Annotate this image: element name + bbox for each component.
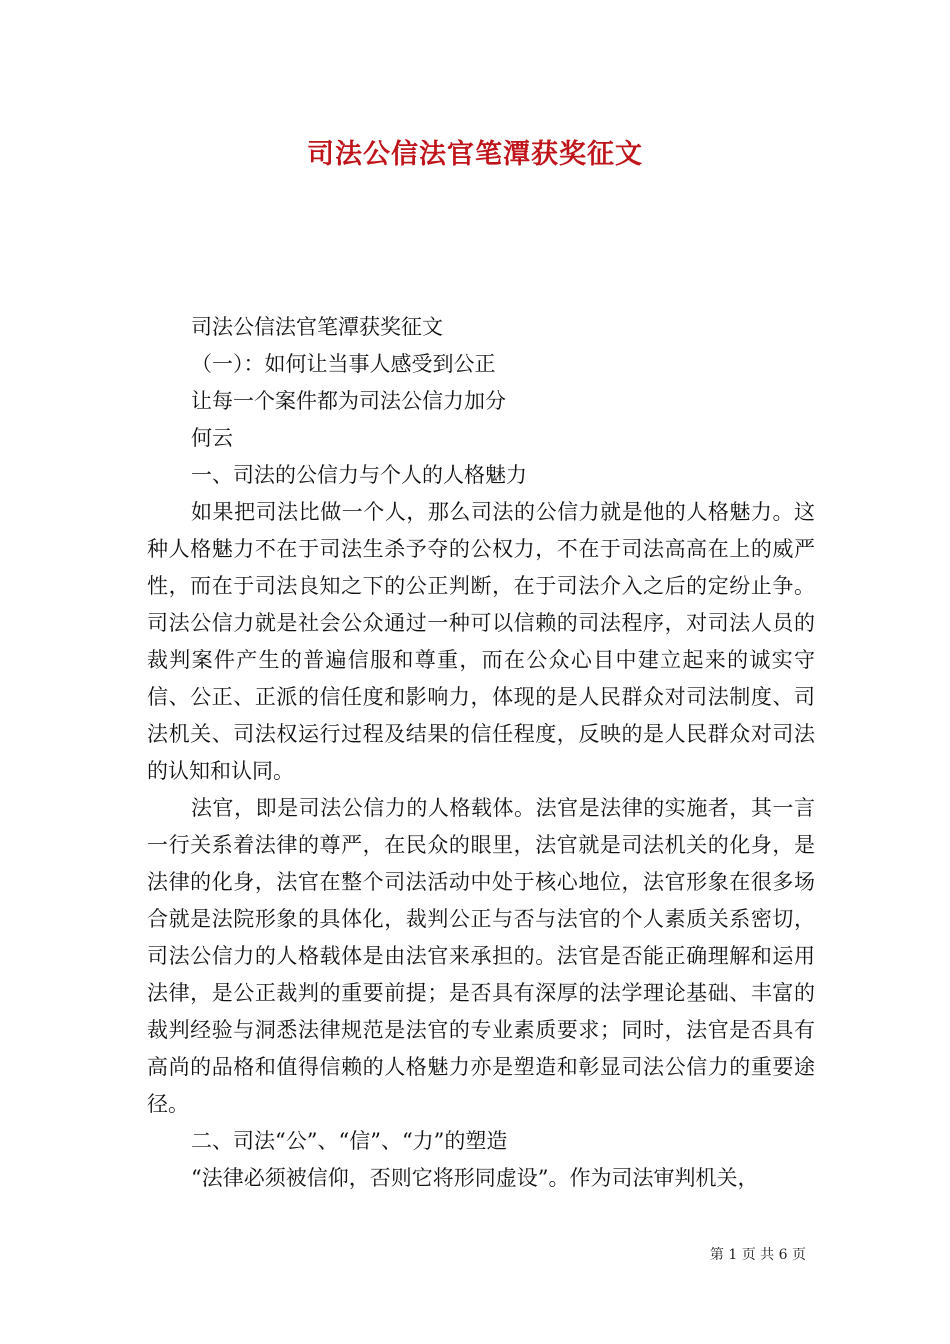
section-1-heading: 一、司法的公信力与个人的人格魅力	[191, 463, 527, 487]
doc-subtitle-line: 司法公信法官笔潭获奖征文	[191, 315, 443, 339]
section-2-heading: 二、司法“公”、“信”、“力”的塑造	[191, 1129, 508, 1153]
document-body	[147, 309, 815, 1197]
doc-article-title: 让每一个案件都为司法公信力加分	[191, 389, 506, 413]
page-number-footer: 第 1 页 共 6 页	[709, 1247, 806, 1263]
page-title: 司法公信法官笔潭获奖征文	[307, 139, 643, 170]
doc-part-heading: （一）：如何让当事人感受到公正	[191, 352, 496, 376]
paragraph-3: “法律必须被信仰，否则它将形同虚设”。作为司法审判机关，	[191, 1166, 759, 1190]
doc-author: 何云	[191, 426, 233, 450]
paragraph-1: 如果把司法比做一个人，那么司法的公信力就是他的人格魅力。这种人格魅力不在于司法生杀予夺的公权力，不在于司法高高在上的威严性，而在于司法良知之下的公正判断，在于司法介入之后的定纷止争。司法公信力就是社会公众通过一种可以信赖的司法程序，对司法人员的裁判案件产生的普遍信服和尊重，而在公众心目中建立起来的诚实守信、公正、正派的信任度和影响力，体现的是人民群众对司法制度、司法机关、司法权运行过程及结果的信任程度，反映的是人民群众对司法的认知和认同。	[147, 500, 815, 783]
paragraph-2: 法官，即是司法公信力的人格载体。法官是法律的实施者，其一言一行关系着法律的尊严，在民众的眼里，法官就是司法机关的化身，是法律的化身，法官在整个司法活动中处于核心地位，法官形象在很多场合就是法院形象的具体化，裁判公正与否与法官的个人素质关系密切，司法公信力的人格载体是由法官来承担的。法官是否能正确理解和运用法律，是公正裁判的重要前提；是否具有深厚的法学理论基础、丰富的裁判经验与洞悉法律规范是法官的专业素质要求；同时，法官是否具有高尚的品格和值得信赖的人格魅力亦是塑造和彰显司法公信力的重要途径。	[147, 796, 815, 1116]
